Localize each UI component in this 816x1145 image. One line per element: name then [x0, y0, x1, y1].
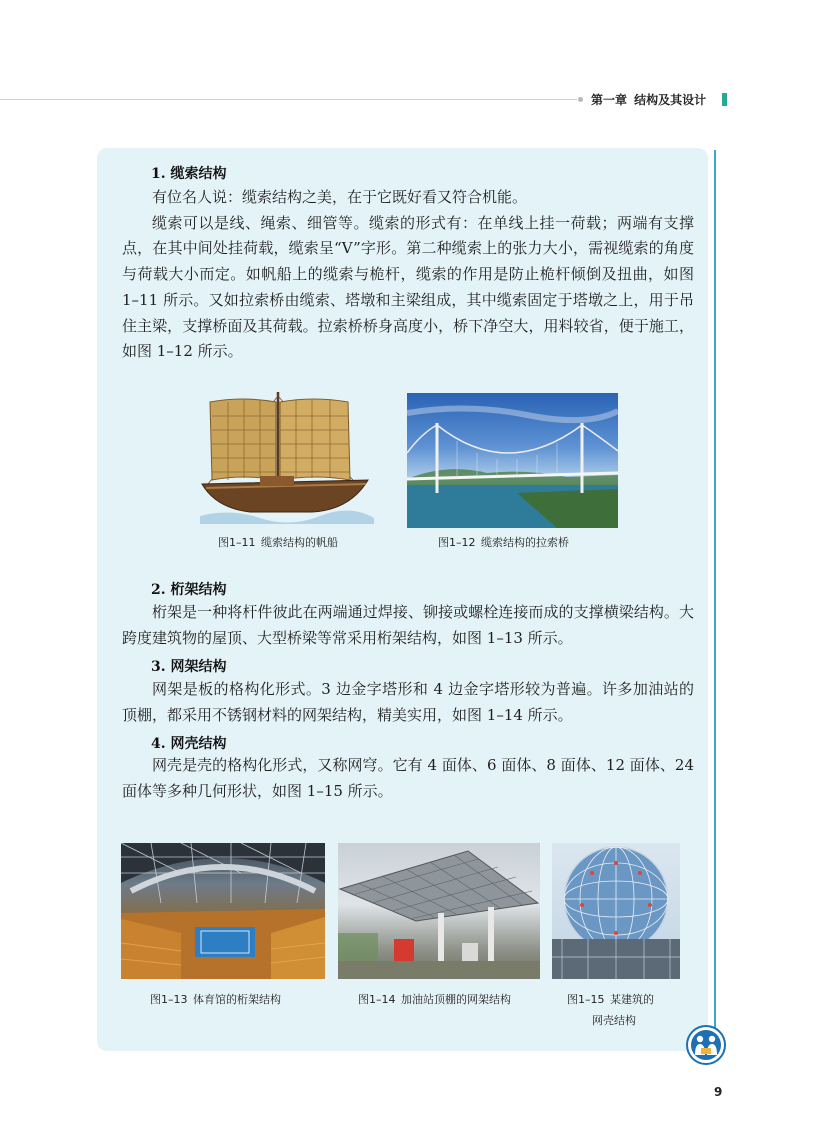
section-body-lattice-shell [122, 753, 694, 804]
paragraph: 网壳是壳的格构化形式，又称网穹。它有 4 面体、6 面体、8 面体、12 面体、24 面体等多种几何形状，如图 1–15 所示。 [122, 756, 694, 800]
students-icon [686, 1025, 726, 1065]
figure-sailboat-image [200, 388, 374, 524]
figure-bridge-image [407, 393, 618, 528]
caption-figure-1-12: 图1–12 缆索结构的拉索桥 [438, 536, 569, 549]
paragraph: 缆索可以是线、绳索、细管等。缆索的形式有：在单线上挂一荷载；两端有支撑点，在其中间处挂荷载，缆索呈“V”字形。第二种缆索上的张力大小，需视缆索的角度与荷载大小而定。如帆船上的缆索与桅杆，缆索的作用是防止桅杆倾倒及扭曲，如图 1–11 所示。又如拉索桥由缆索、塔墩和主梁组成，其中缆索固定于塔墩之上，用于吊住主梁，支撑桥面及其荷载。拉索桥桥身高度小，桥下净空大，用料较省，便于施工，如图 1–12 所示。 [122, 213, 694, 361]
sailboat-illustration [200, 388, 374, 524]
section-title-space-frame: 3. 网架结构 [151, 659, 227, 675]
page-number: 9 [714, 1085, 723, 1099]
section-title-lattice-shell: 4. 网壳结构 [151, 736, 227, 752]
paragraph: 网架是板的格构化形式。3 边金字塔形和 4 边金字塔形较为普遍。许多加油站的顶棚，都采用不锈钢材料的网架结构，精美实用，如图 1–14 所示。 [122, 680, 694, 724]
section-body-cable [122, 185, 694, 365]
figure-gas-station-image [338, 843, 540, 979]
chapter-accent-bar [722, 93, 727, 106]
caption-figure-1-11: 图1–11 缆索结构的帆船 [218, 536, 338, 549]
paragraph: 桁架是一种将杆件彼此在两端通过焊接、铆接或螺栓连接而成的支撑横梁结构。大跨度建筑物的屋顶、大型桥梁等常采用桁架结构，如图 1–13 所示。 [122, 603, 694, 647]
section-body-truss [122, 600, 694, 651]
caption-figure-1-15-line2: 网壳结构 [592, 1014, 636, 1027]
paragraph: 有位名人说：缆索结构之美，在于它既好看又符合机能。 [152, 188, 528, 206]
header-dot [578, 97, 583, 102]
sphere-building-illustration [552, 843, 680, 979]
caption-figure-1-15-line1: 图1–15 某建筑的 [567, 993, 654, 1006]
figure-sphere-building-image [552, 843, 680, 979]
bridge-illustration [407, 393, 618, 528]
caption-figure-1-13: 图1–13 体育馆的桁架结构 [150, 993, 281, 1006]
section-title-cable: 1. 缆索结构 [151, 166, 227, 182]
caption-figure-1-14: 图1–14 加油站顶棚的网架结构 [358, 993, 511, 1006]
section-body-space-frame [122, 677, 694, 728]
section-title-truss: 2. 桁架结构 [151, 582, 227, 598]
chapter-title: 第一章 结构及其设计 [591, 93, 707, 107]
figure-gymnasium-image [121, 843, 325, 979]
header-rule [0, 99, 577, 100]
gymnasium-illustration [121, 843, 325, 979]
gas-station-illustration [338, 843, 540, 979]
panel-edge-line [714, 150, 716, 1030]
